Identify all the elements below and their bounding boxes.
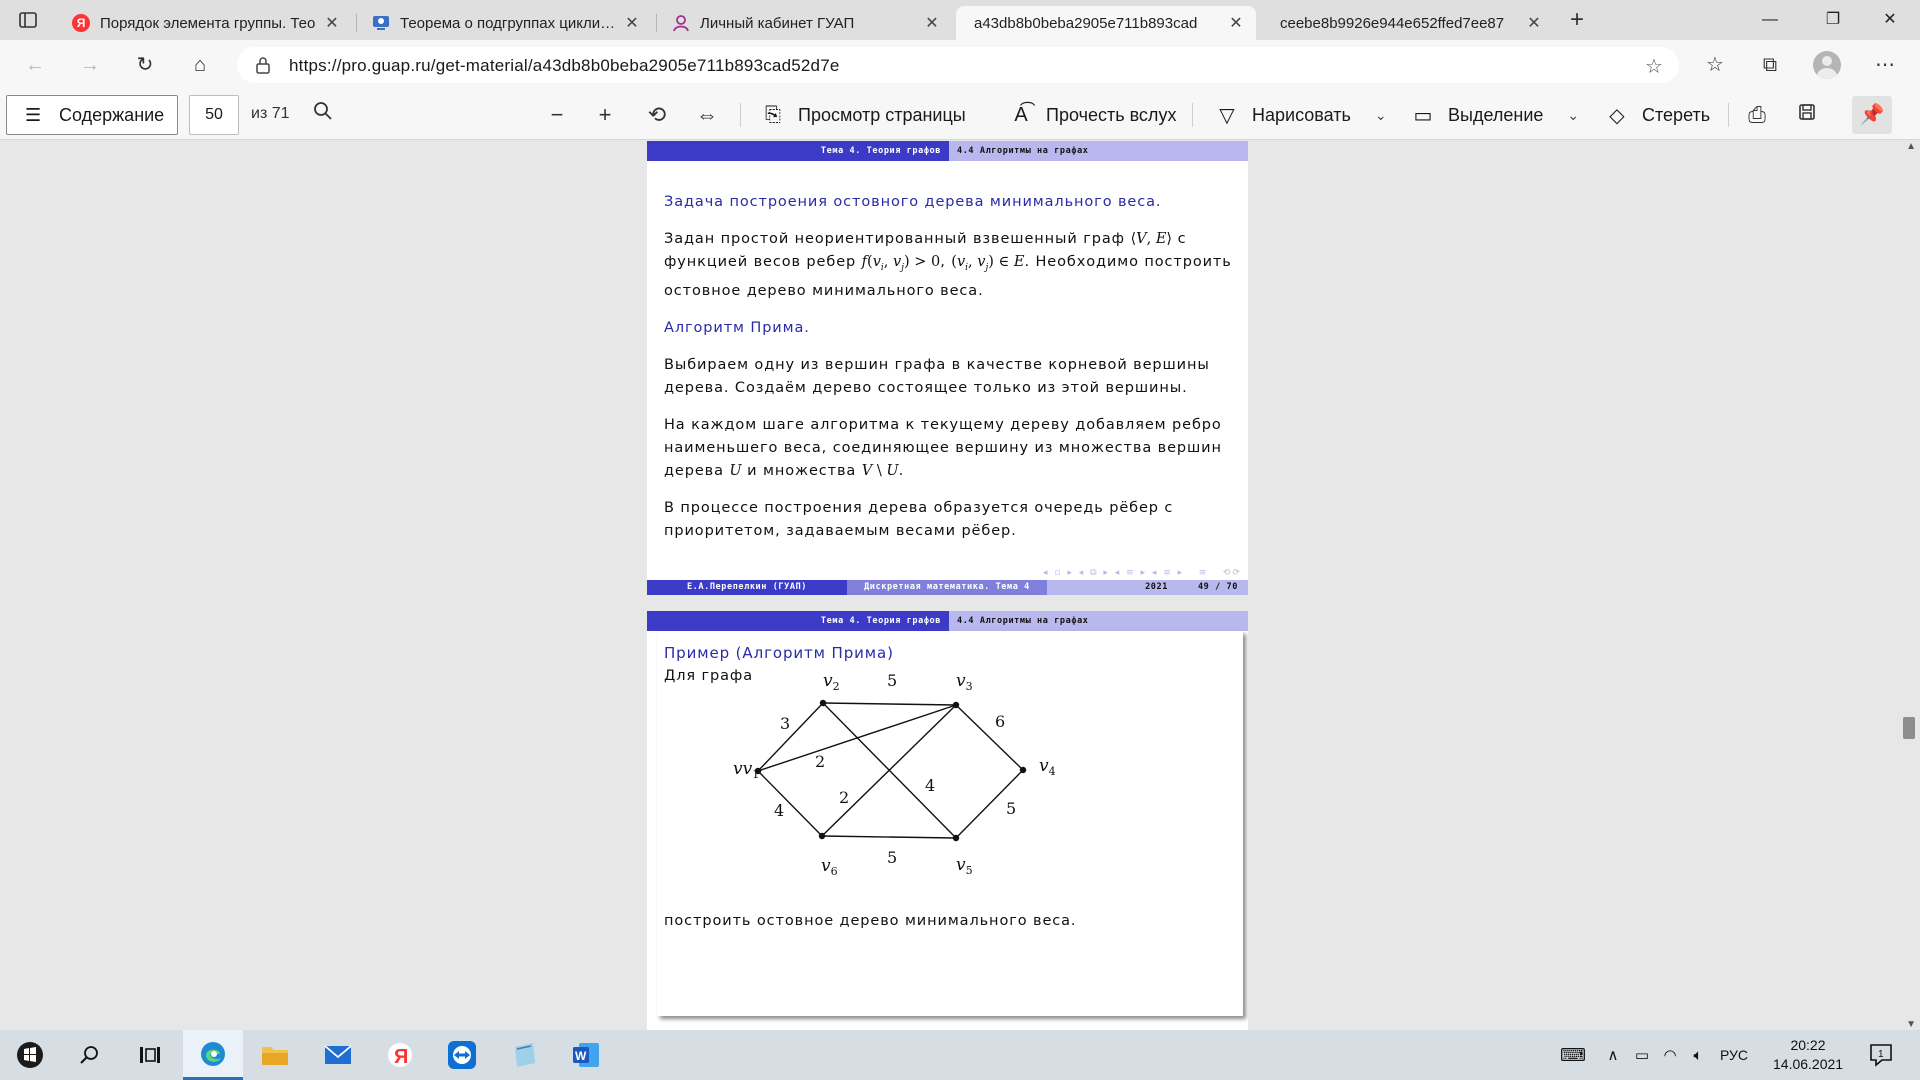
label-v2: $v_2$ (823, 671, 840, 693)
label-v4: $v_4$ (1039, 756, 1056, 778)
zoom-in-icon[interactable]: + (598, 102, 612, 127)
refresh-button[interactable]: ↻ (136, 54, 154, 76)
tab-divider (356, 14, 357, 32)
weighted-graph-diagram (657, 631, 1243, 931)
notifications-icon[interactable] (1868, 1042, 1894, 1068)
lock-icon[interactable] (253, 55, 273, 75)
scroll-up-icon[interactable]: ▲ (1906, 141, 1916, 152)
address-input[interactable] (237, 47, 1679, 83)
erase-label: Стереть (1642, 104, 1711, 125)
math-V-minus-U: V \ U (861, 462, 899, 479)
url-text (289, 56, 840, 76)
windows-taskbar (0, 1030, 1920, 1080)
footer-author: Е.А.Перепелкин (ГУАП) (647, 580, 847, 595)
erase-button[interactable] (1606, 100, 1710, 130)
search-icon[interactable] (60, 1030, 120, 1080)
example-block (657, 631, 1243, 1016)
close-icon[interactable]: ✕ (1527, 15, 1541, 32)
draw-icon: ▽ (1219, 104, 1235, 127)
start-icon[interactable] (0, 1030, 60, 1080)
label-v6: $v_6$ (821, 856, 838, 878)
clock-date: 14.06.2021 (1773, 1056, 1844, 1072)
pdf-viewer[interactable] (0, 141, 1920, 1030)
chevron-down-icon[interactable]: ⌄ (1374, 106, 1387, 123)
contents-button[interactable] (6, 95, 178, 135)
draw-button[interactable] (1216, 100, 1387, 130)
slide-footer (647, 580, 1248, 595)
contents-label: Содержание (59, 104, 165, 125)
pdf-page-49 (647, 141, 1248, 595)
profile-avatar[interactable] (1813, 51, 1841, 79)
close-window-button[interactable]: ✕ (1883, 11, 1897, 28)
vertex-v4 (1020, 767, 1026, 773)
language-indicator[interactable]: РУС (1720, 1047, 1749, 1063)
header-topic: Тема 4. Теория графов (820, 616, 941, 626)
edge-v2-v3 (823, 703, 956, 705)
site-icon (372, 14, 390, 32)
eraser-icon: ◇ (1609, 104, 1625, 127)
tab-2[interactable] (360, 6, 652, 40)
yandex-browser-icon[interactable] (370, 1030, 430, 1080)
file-explorer-icon[interactable] (245, 1030, 305, 1080)
example-subtitle: Для графа (664, 668, 754, 684)
vertex-v2 (820, 700, 826, 706)
toolbar-divider (1728, 103, 1729, 127)
yandex-icon: Я (72, 14, 90, 32)
more-menu-icon[interactable]: ⋯ (1875, 54, 1895, 76)
notepad-icon[interactable] (494, 1030, 554, 1080)
tab-title: Личный кабинет ГУАП (700, 14, 855, 32)
tab-strip (0, 0, 1920, 40)
task-view-icon[interactable] (120, 1030, 180, 1080)
weight-v2-v5: 4 (925, 776, 936, 795)
tab-title: Порядок элемента группы. Тео (100, 14, 316, 32)
page-view-label: Просмотр страницы (798, 104, 966, 125)
clock[interactable] (1773, 1036, 1843, 1074)
restore-button[interactable]: ❐ (1825, 11, 1841, 28)
weight-v1-v3: 2 (815, 752, 826, 771)
teamviewer-icon[interactable] (432, 1030, 492, 1080)
collections-icon[interactable]: ⧉ (1762, 54, 1778, 76)
slide-header (647, 611, 1248, 631)
edge-v3-v4 (956, 705, 1023, 770)
home-button[interactable]: ⌂ (193, 54, 207, 76)
toolbar-divider (1192, 103, 1193, 127)
mail-icon[interactable] (308, 1030, 368, 1080)
highlight-button[interactable] (1412, 100, 1579, 130)
clock-time: 20:22 (1790, 1037, 1826, 1053)
slide-paragraph-root: Выбираем одну из вершин графа в качестве корневой вершины дерева. Создаём дерево состоящее только из этой вершины. (664, 356, 1210, 396)
battery-icon[interactable]: ▭ (1634, 1047, 1650, 1064)
weight-v2-v3: 5 (887, 671, 898, 690)
label-v5: $v_5$ (956, 855, 973, 877)
graph-edges (758, 703, 1023, 838)
scroll-down-icon[interactable]: ▼ (1906, 1019, 1916, 1030)
slide-paragraph-queue: В процессе построения дерева образуется очередь рёбер с приоритетом, задаваемым весами рёбер. (664, 499, 1174, 539)
edge-v1-v6 (758, 771, 822, 836)
weight-v4-v5: 5 (1006, 799, 1017, 818)
search-icon[interactable] (308, 100, 338, 130)
address-bar-row (0, 40, 1920, 90)
chevron-up-icon[interactable]: ∧ (1607, 1047, 1619, 1064)
weight-v6-v5: 5 (887, 848, 898, 867)
vertex-v6 (819, 833, 825, 839)
edge-icon[interactable] (183, 1030, 243, 1080)
close-icon[interactable]: ✕ (1229, 15, 1243, 32)
save-icon[interactable] (1792, 100, 1822, 130)
scroll-thumb[interactable] (1903, 717, 1915, 739)
text-fragment: с функцией весов ребер (664, 231, 1187, 270)
text-fragment: . Необходимо построить остовное дерево минимального веса. (664, 254, 1232, 299)
favorites-icon[interactable]: ☆ (1706, 54, 1724, 76)
page-total: из 71 (251, 105, 290, 122)
svg-text:1: 1 (1878, 1049, 1884, 1060)
pin-toolbar-icon[interactable]: 📌 (1852, 96, 1892, 134)
vertex-v5 (953, 835, 959, 841)
weight-v3-v4: 6 (995, 712, 1006, 731)
zoom-out-icon[interactable]: − (550, 102, 564, 127)
tab-4-active[interactable] (956, 6, 1256, 40)
label-v1: $vv_1$ (733, 759, 760, 781)
page-number-input[interactable]: 50 (189, 95, 239, 135)
url-host: https://pro.guap.ru (289, 56, 431, 75)
new-tab-button[interactable]: + (1569, 6, 1584, 33)
read-aloud-label: Прочесть вслух (1046, 104, 1177, 125)
forward-button[interactable]: → (80, 54, 100, 76)
tab-title: a43db8b0beba2905e711b893cad (974, 14, 1198, 32)
example-title: Пример (Алгоритм Прима) (664, 644, 894, 662)
back-button[interactable]: ← (25, 54, 45, 76)
chevron-down-icon[interactable]: ⌄ (1567, 106, 1580, 123)
slide-paragraph-task: Задан простой неориентированный взвешенный граф ⟨V, E⟩ с функцией весов ребер $f(v_i$, $v_j) > 0$, ($v_i$, $v_j$) ∈ E. Необходимо построить остовное дерево минимального веса. (664, 231, 1232, 299)
tab-title: Теорема о подгруппах цикличе (400, 14, 616, 32)
draw-label: Нарисовать (1252, 104, 1351, 125)
fit-page-icon[interactable]: ⇔ (696, 102, 718, 127)
toolbar-divider (740, 103, 741, 127)
weight-v1-v2: 3 (780, 714, 791, 733)
svg-text:W: W (575, 1049, 587, 1063)
vertex-v3 (953, 702, 959, 708)
edge-v6-v5 (822, 836, 956, 838)
tab-3[interactable] (660, 6, 952, 40)
text-fragment: На каждом шаге алгоритма к текущему дереву добавляем ребро наименьшего веса, соединяющее вершину из множества вершин дерева (664, 416, 1222, 479)
footer-page: 49 / 70 (1197, 582, 1238, 592)
system-tray (1556, 1030, 1748, 1080)
header-section: 4.4 Алгоритмы на графах (949, 611, 1248, 631)
rotate-icon[interactable]: ⟲ (647, 102, 667, 127)
close-icon[interactable]: ✕ (925, 15, 939, 32)
print-icon[interactable]: ⎙ (1748, 102, 1766, 127)
minimize-button[interactable]: — (1762, 11, 1778, 28)
slide-heading-prim: Алгоритм Прима. (664, 319, 810, 336)
math-U: U (729, 462, 742, 479)
read-aloud-button[interactable] (1010, 100, 1176, 130)
beamer-navigation-icons[interactable]: ◂ ▫ ▸ ◂ ⧉ ▸ ◂ ≡ ▸ ◂ ≡ ▸ ≡ ⟲⟳ (1042, 568, 1242, 578)
header-topic: Тема 4. Теория графов (820, 146, 941, 156)
example-task: построить остовное дерево минимального веса. (664, 913, 1077, 929)
close-icon[interactable]: ✕ (325, 15, 339, 32)
volume-icon[interactable]: 🔈︎ (1693, 1046, 1703, 1064)
keyboard-layout-icon[interactable]: ⌨ (1560, 1044, 1586, 1065)
slide-body (664, 191, 1234, 557)
tab-title: ceebe8b9926e944e652ffed7ee87 (1280, 14, 1505, 32)
close-icon[interactable]: ✕ (625, 15, 639, 32)
slide-header (647, 141, 1248, 161)
footer-meta (1047, 580, 1248, 595)
url-path: /get-material/a43db8b0beba2905e711b893cad52d7e (430, 56, 840, 75)
tab-divider (656, 14, 657, 32)
read-aloud-icon: A͡ (1014, 103, 1028, 126)
svg-text:Я: Я (394, 1046, 409, 1068)
word-icon[interactable] (556, 1030, 616, 1080)
footer-course: Дискретная математика. Тема 4 (847, 580, 1047, 595)
wifi-icon[interactable]: ◠ (1663, 1047, 1677, 1064)
vertical-scrollbar[interactable] (1902, 141, 1920, 1030)
edge-v2-v5 (823, 703, 956, 838)
tab-actions-icon[interactable] (18, 10, 38, 30)
math-edge: ($v_i$, $v_j$) ∈ E (951, 254, 1025, 273)
footer-year: 2021 (1145, 582, 1168, 592)
label-v3: $v_3$ (956, 671, 973, 693)
text-fragment: и множества (741, 462, 862, 479)
highlight-icon: ▭ (1413, 104, 1433, 127)
add-favorite-icon[interactable]: ☆ (1645, 56, 1663, 78)
page-view-button[interactable] (762, 100, 966, 130)
pdf-page-50 (647, 611, 1248, 1030)
math-graph: ⟨V, E⟩ (1130, 231, 1173, 247)
text-fragment: Задан простой неориентированный взвешенный граф (664, 231, 1131, 247)
slide-heading-task: Задача построения остовного дерева минимального веса. (664, 194, 1162, 210)
tab-5[interactable] (1262, 6, 1554, 40)
tab-1[interactable] (60, 6, 352, 40)
list-icon: ☰ (25, 104, 42, 125)
page-view-icon: ⎘ (765, 103, 781, 126)
graph-vertices (755, 700, 1026, 841)
header-section: 4.4 Алгоритмы на графах (949, 141, 1248, 161)
weight-v3-v6: 2 (839, 788, 850, 807)
weight-v1-v6: 4 (774, 801, 785, 820)
pdf-toolbar (0, 90, 1920, 140)
profile-icon (672, 14, 690, 32)
highlight-label: Выделение (1448, 104, 1544, 125)
slide-paragraph-step: На каждом шаге алгоритма к текущему дереву добавляем ребро наименьшего веса, соединяющее вершину из множества вершин дерева U и множества V \ U. (664, 416, 1222, 479)
math-weight-fn: $f(v_i$, $v_j) > 0$ (861, 254, 941, 273)
